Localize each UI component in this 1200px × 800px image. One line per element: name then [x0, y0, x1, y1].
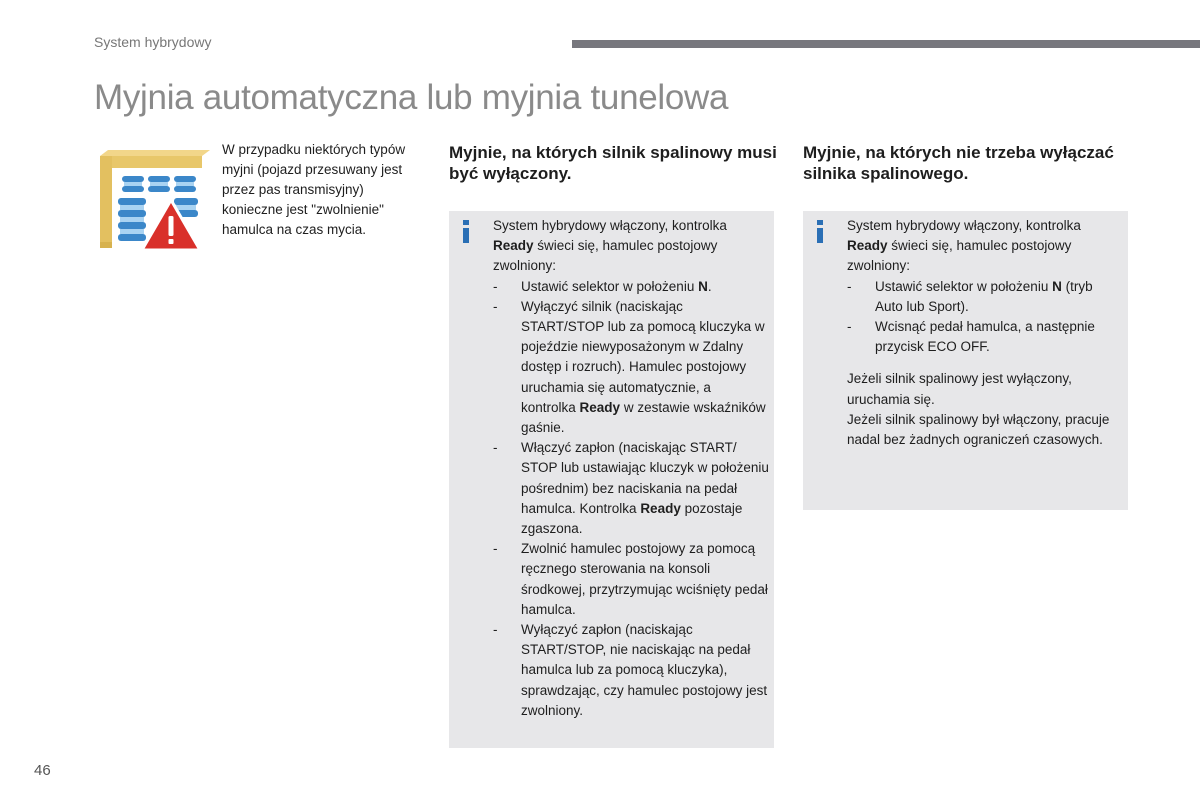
box-intro: System hybrydowy włączony, kontrolka Ready świeci się, hamulec postojowy zwolniony: — [493, 218, 727, 274]
header-bar — [572, 40, 1200, 48]
left-info-box — [449, 211, 774, 748]
box-note: Jeżeli silnik spalinowy był włączony, pracuje nadal bez żadnych ograniczeń czasowych. — [847, 411, 1110, 448]
page-number: 46 — [34, 762, 51, 779]
right-column-heading: Myjnie, na których nie trzeba wyłączać silnika spalinowego. — [803, 143, 1114, 183]
list-item: - Wyłączyć zapłon (naciskając START/STOP, nie naciskając na pedał hamulca lub za pomocą kluczyka), sprawdzając, czy hamulec postojowy jest zwolniony. — [493, 622, 768, 718]
page-title: Myjnia automatyczna lub myjnia tunelowa — [94, 78, 729, 117]
list-item: - Wcisnąć pedał hamulca, a następnie przycisk ECO OFF. — [847, 319, 1095, 355]
left-box-body — [493, 216, 769, 721]
list-item: - Wyłączyć silnik (naciskając START/STOP lub za pomocą kluczyka w pojeździe niewyposażonym w Zdalny dostęp i rozruch). Hamulec postojowy uruchamia się automatycznie, a kontrolka Ready w zestawie wskaźników gaśnie. — [493, 298, 766, 436]
info-icon — [462, 220, 473, 244]
car-wash-warning-icon — [96, 148, 212, 256]
list-item: - Ustawić selektor w położeniu N. — [493, 278, 712, 294]
steps-list — [847, 277, 1123, 358]
right-info-box — [803, 211, 1128, 510]
box-intro: System hybrydowy włączony, kontrolka Ready świeci się, hamulec postojowy zwolniony: — [847, 218, 1081, 274]
info-icon — [816, 220, 827, 244]
list-item: - Włączyć zapłon (naciskając START/ STOP lub ustawiając kluczyk w położeniu pośrednim) bez naciskania na pedał hamulca. Kontrolka Ready pozostaje zgaszona. — [493, 440, 769, 537]
box-note: Jeżeli silnik spalinowy jest wyłączony, uruchamia się. — [847, 371, 1072, 407]
list-item: - Ustawić selektor w położeniu N (tryb Auto lub Sport). — [847, 278, 1093, 314]
left-column-heading: Myjnie, na których silnik spalinowy musi być wyłączony. — [449, 143, 777, 183]
list-item: - Zwolnić hamulec postojowy za pomocą ręcznego sterowania na konsoli środkowej, przytrzymując wciśnięty pedał hamulca. — [493, 541, 768, 617]
section-label: System hybrydowy — [94, 34, 212, 50]
intro-text: W przypadku niektórych typów myjni (pojazd przesuwany jest przez pas transmisyjny) konieczne jest "zwolnienie" hamulca na czas mycia. — [222, 142, 406, 237]
steps-list — [493, 277, 769, 721]
right-box-body — [847, 216, 1123, 450]
